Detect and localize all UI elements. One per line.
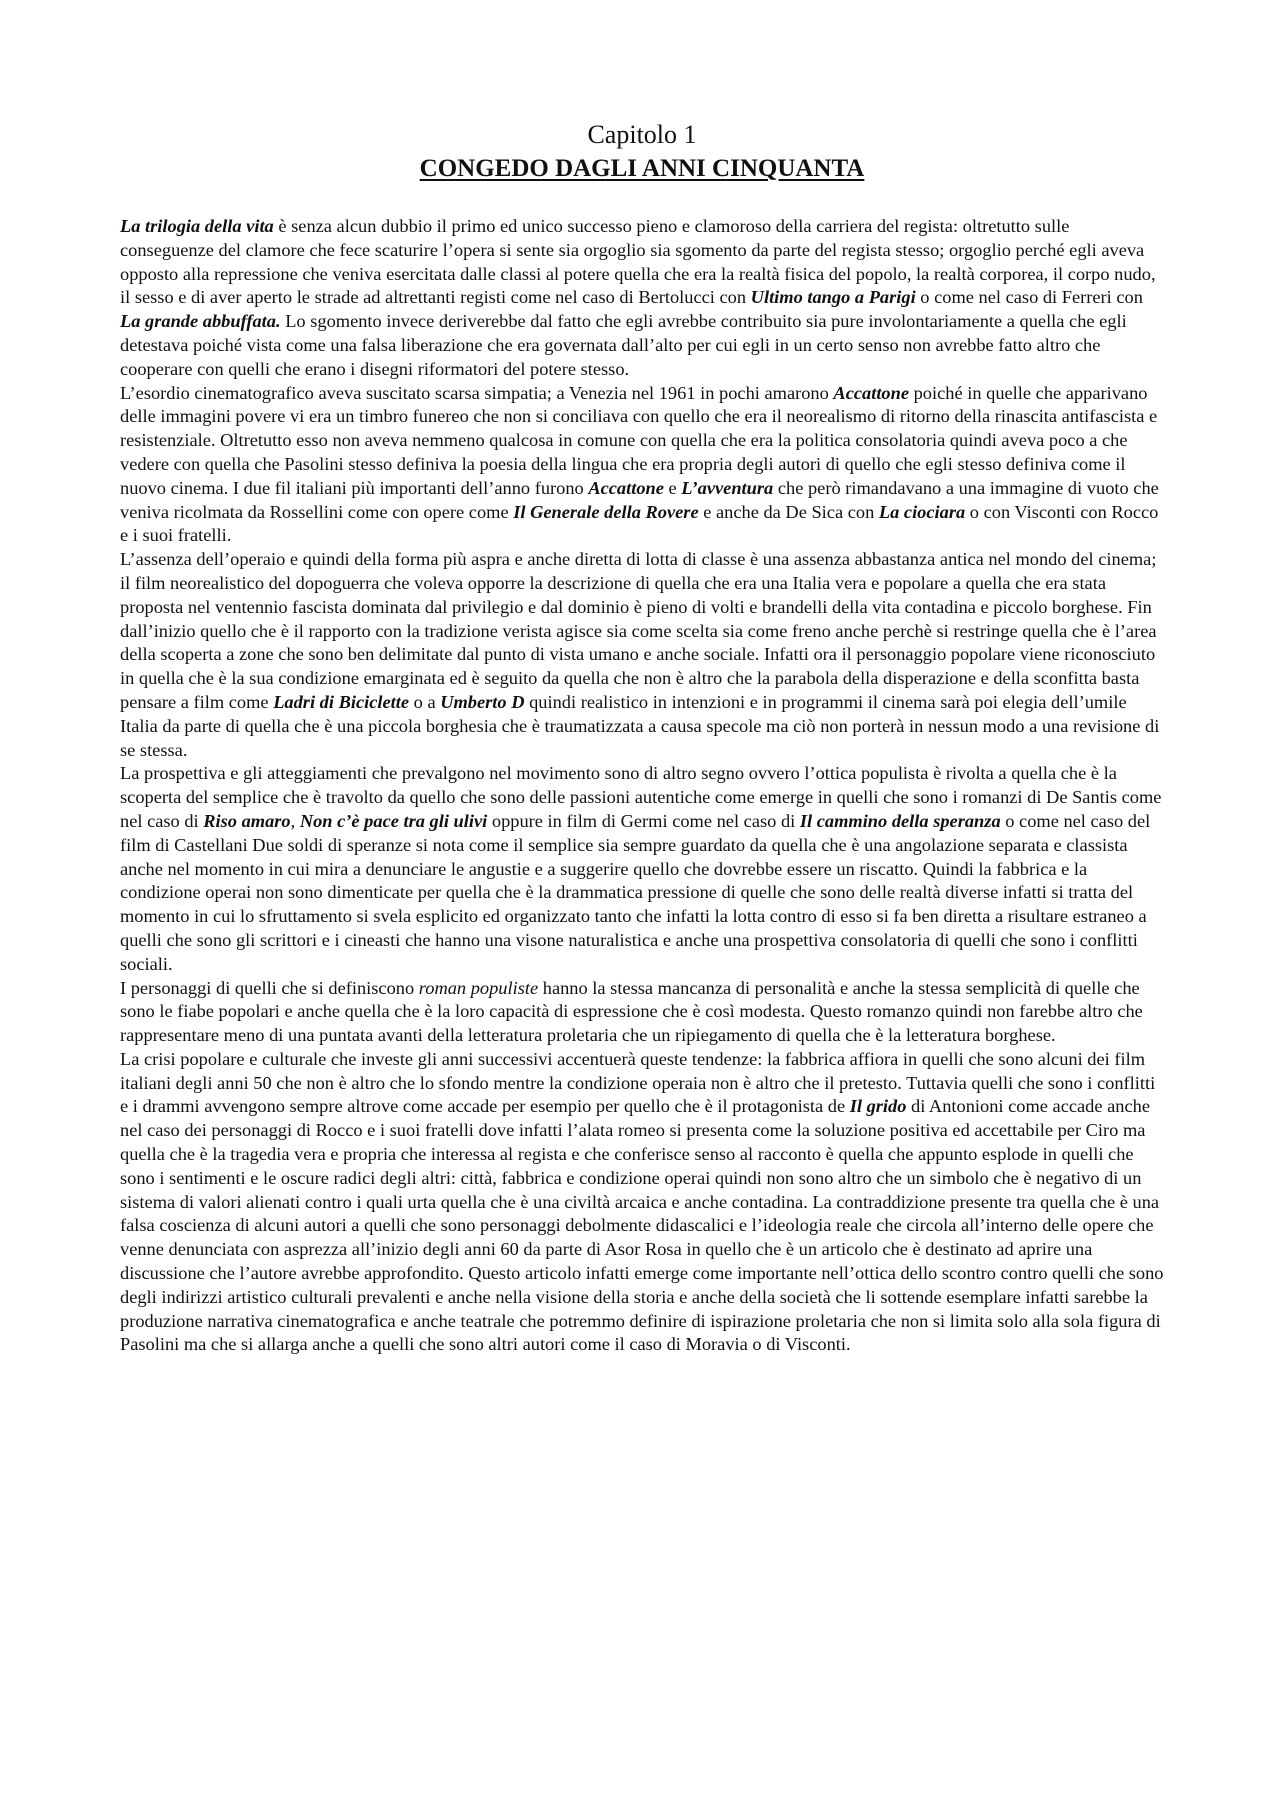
text-run: La prospettiva e gli atteggiamenti che prevalgono nel movimento sono di altro segno ovvero l’ottica populista è rivolta a quella che è la scoperta del semplice che è travolto da quello che sono delle passioni autentiche come emerge in quelli che sono i romanzi di De Santis come nel caso di — [120, 763, 1162, 831]
work-title: La trilogia della vita — [120, 216, 274, 236]
paragraph — [120, 548, 1165, 762]
paragraph — [120, 215, 1165, 382]
work-title: Il grido — [849, 1096, 907, 1117]
chapter-label: Capitolo 1 — [587, 120, 697, 149]
work-title: Accattone — [833, 382, 910, 403]
paragraph — [120, 977, 1165, 1048]
paragraph — [120, 762, 1165, 976]
text-run: L’assenza dell’operaio e quindi della forma più aspra e anche diretta di lotta di classe è una assenza abbastanza antica nel mondo del cinema; il film neorealistico del dopoguerra che voleva opporre la descrizione di quella che era una Italia vera e popolare a quella che era stata proposta nel ventennio fascista dominata dal privilegio e dal dominio è pieno di volti e brandelli della vita contadina e piccolo borghese. Fin dall’inizio quello che è il rapporto con la tradizione verista agisce sia come scelta sia come freno anche perchè si restringe quella che è l’area della scoperta a zone che sono ben delimitate dal punto di vista umano e anche sociale. Infatti ora il personaggio popolare viene riconosciuto in quella che è la sua condizione emarginata ed è seguito da quella che non è altro che la parabola della disperazione e della sconfitta basta pensare a film come — [120, 549, 1157, 712]
text-run: , — [290, 810, 300, 831]
text-run: di Antonioni come accade anche nel caso dei personaggi di Rocco e i suoi fratelli dove infatti l’alata romeo si presenta come la soluzione positiva ed accettabile per Ciro ma quella che è la tragedia vera e propria che interessa al regista e che conferisce senso al racconto è quella che appunto esplode in quelli che sono i sentimenti e le oscure radici degli altri: città, fabbrica e condizione operai quindi non sono altro che un simbolo che è negativo di un sistema di valori alienati contro i quali urta quella che è una civiltà arcaica e anche contadina. La contraddizione presente tra quella che è una falsa coscienza di alcuni autori a quelli che sono personaggi debolmente didascalici e l’ideologia reale che circola all’interno delle opere che venne denunciata con asprezza all’inizio degli anni 60 da parte di Asor Rosa in quello che è un articolo che è destinato ad aprire una discussione che l’autore avrebbe approfondito. Questo articolo infatti emerge come importante nell’ottica dello scontro contro quelli che sono degli indirizzi artistico culturali prevalenti e anche nella visione della storia e anche della società che li sottende esemplare infatti sarebbe la produzione narrativa cinematografica e anche teatrale che potremmo definire di ispirazione proletaria che non si limita solo alla sola figura di Pasolini ma che si allarga anche a quelli che sono altri autori come il caso di Moravia o di Visconti. — [120, 1096, 1164, 1355]
text-run: o a — [409, 691, 441, 712]
work-title: L’avventura — [681, 477, 774, 498]
paragraph — [120, 1048, 1165, 1357]
work-title: Umberto D — [440, 691, 525, 712]
text-run: hanno la stessa mancanza di personalità e anche la stessa semplicità di quelle che sono le fiabe popolari e anche quella che è la loro capacità di espressione che è così modesta. Questo romanzo quindi non farebbe altro che rappresentare meno di una puntata avanti della letteratura proletaria che un ripiegamento di quella che è la letteratura borghese. — [120, 977, 1143, 1046]
paragraph — [120, 382, 1165, 549]
text-run: L’esordio cinematografico aveva suscitato scarsa simpatia; a Venezia nel 1961 in pochi amarono — [120, 382, 834, 403]
italic-term: roman populiste — [418, 977, 539, 998]
work-title: Non c’è pace tra gli ulivi — [299, 810, 488, 831]
text-run: oppure in film di Germi come nel caso di — [487, 810, 800, 831]
work-title: Ladri di Biciclette — [273, 691, 410, 712]
work-title: Accattone — [588, 477, 664, 498]
work-title: Il Generale della Rovere — [513, 501, 699, 522]
text-run: Lo sgomento invece deriverebbe dal fatto che egli avrebbe contribuito sia pure involontariamente a quella che egli detestava poiché vista come una falsa liberazione che era governata dall’alto per cui egli in un certo senso non avrebbe fatto altro che cooperare con quelli che erano i disegni riformatori del potere stesso. — [120, 311, 1127, 379]
text-run: I personaggi di quelli che si definiscono — [120, 977, 419, 998]
text-run: e — [663, 477, 682, 498]
text-run: La crisi popolare e culturale che investe gli anni successivi accentuerà queste tendenze: la fabbrica affiora in quelli che sono alcuni dei film italiani degli anni 50 che non è altro che lo sfondo mentre la condizione operaia non è altro che il pretesto. Tuttavia quelli che sono i conflitti e i drammi avvengono sempre altrove come accade per esempio per quello che è il protagonista de — [120, 1048, 1156, 1117]
text-run: è senza alcun dubbio il primo ed unico successo pieno e clamoroso della carriera del regista: oltretutto sulle conseguenze del clamore che fece scaturire l’opera si sente sia orgoglio sia sgomento da parte del regista stesso; orgoglio perché egli aveva opposto alla repressione che veniva esercitata dalle classi al potere quella che era la realtà fisica del popolo, la realtà corporea, il corpo nudo, il sesso e di aver aperto le strade ad altrettanti registi come nel caso di Bertolucci con — [120, 216, 1156, 308]
text-run: e anche da De Sica con — [698, 501, 879, 522]
text-run: o come nel caso del film di Castellani Due soldi di speranze si nota come il semplice sia sempre guardato da quella che è una angolazione separata e classista anche nel momento in cui mira a denunciare le angustie e a suggerire quello che dovrebbe essere un riscatto. Quindi la fabbrica e la condizione operai non sono dimenticate per quella che è la drammatica pressione di quelle che sono delle realtà diverse infatti si tratta del momento in cui lo sfruttamento si svela esplicito ed organizzato tanto che infatti la lotta contro di esso si fa ben diretta a risultare estraneo a quelli che sono gli scrittori e i cineasti che hanno una visone naturalistica e anche una prospettiva consolatoria di quelli che sono i conflitti sociali. — [120, 810, 1151, 974]
text-run: poiché in quelle che apparivano delle immagini povere vi era un timbro funereo che non si conciliava con quello che era il neorealismo di ritorno della rinascita antifascista e resistenziale. Oltretutto esso non aveva nemmeno qualcosa in comune con quella che era la politica consolatoria quindi aveva poco a che vedere con quella che Pasolini stesso definiva la poesia della lingua che era propria degli autori di quello che egli stesso definiva come il nuovo cinema. I due fil italiani più importanti dell’anno furono — [120, 382, 1158, 498]
text-run: che però rimandavano a una immagine di vuoto che veniva ricolmata da Rossellini come con opere come — [120, 477, 1159, 522]
text-run: quindi realistico in intenzioni e in programmi il cinema sarà poi elegia dell’umile Italia da parte di quella che è una piccola borghesia che è traumatizzata a causa specole ma ciò non porterà in nessun modo a una revisione di se stessa. — [120, 691, 1160, 760]
text-run: o come nel caso di Ferreri con — [915, 287, 1143, 308]
work-title: La ciociara — [878, 501, 966, 522]
body-text — [120, 215, 1165, 1357]
work-title: La grande abbuffata. — [120, 311, 281, 332]
work-title: Riso amaro — [203, 810, 291, 831]
chapter-title: CONGEDO DAGLI ANNI CINQUANTA — [419, 155, 865, 182]
work-title: Il cammino della speranza — [799, 810, 1001, 831]
work-title: Ultimo tango a Parigi — [750, 287, 916, 308]
text-run: o con Visconti con Rocco e i suoi fratelli. — [120, 501, 1159, 546]
